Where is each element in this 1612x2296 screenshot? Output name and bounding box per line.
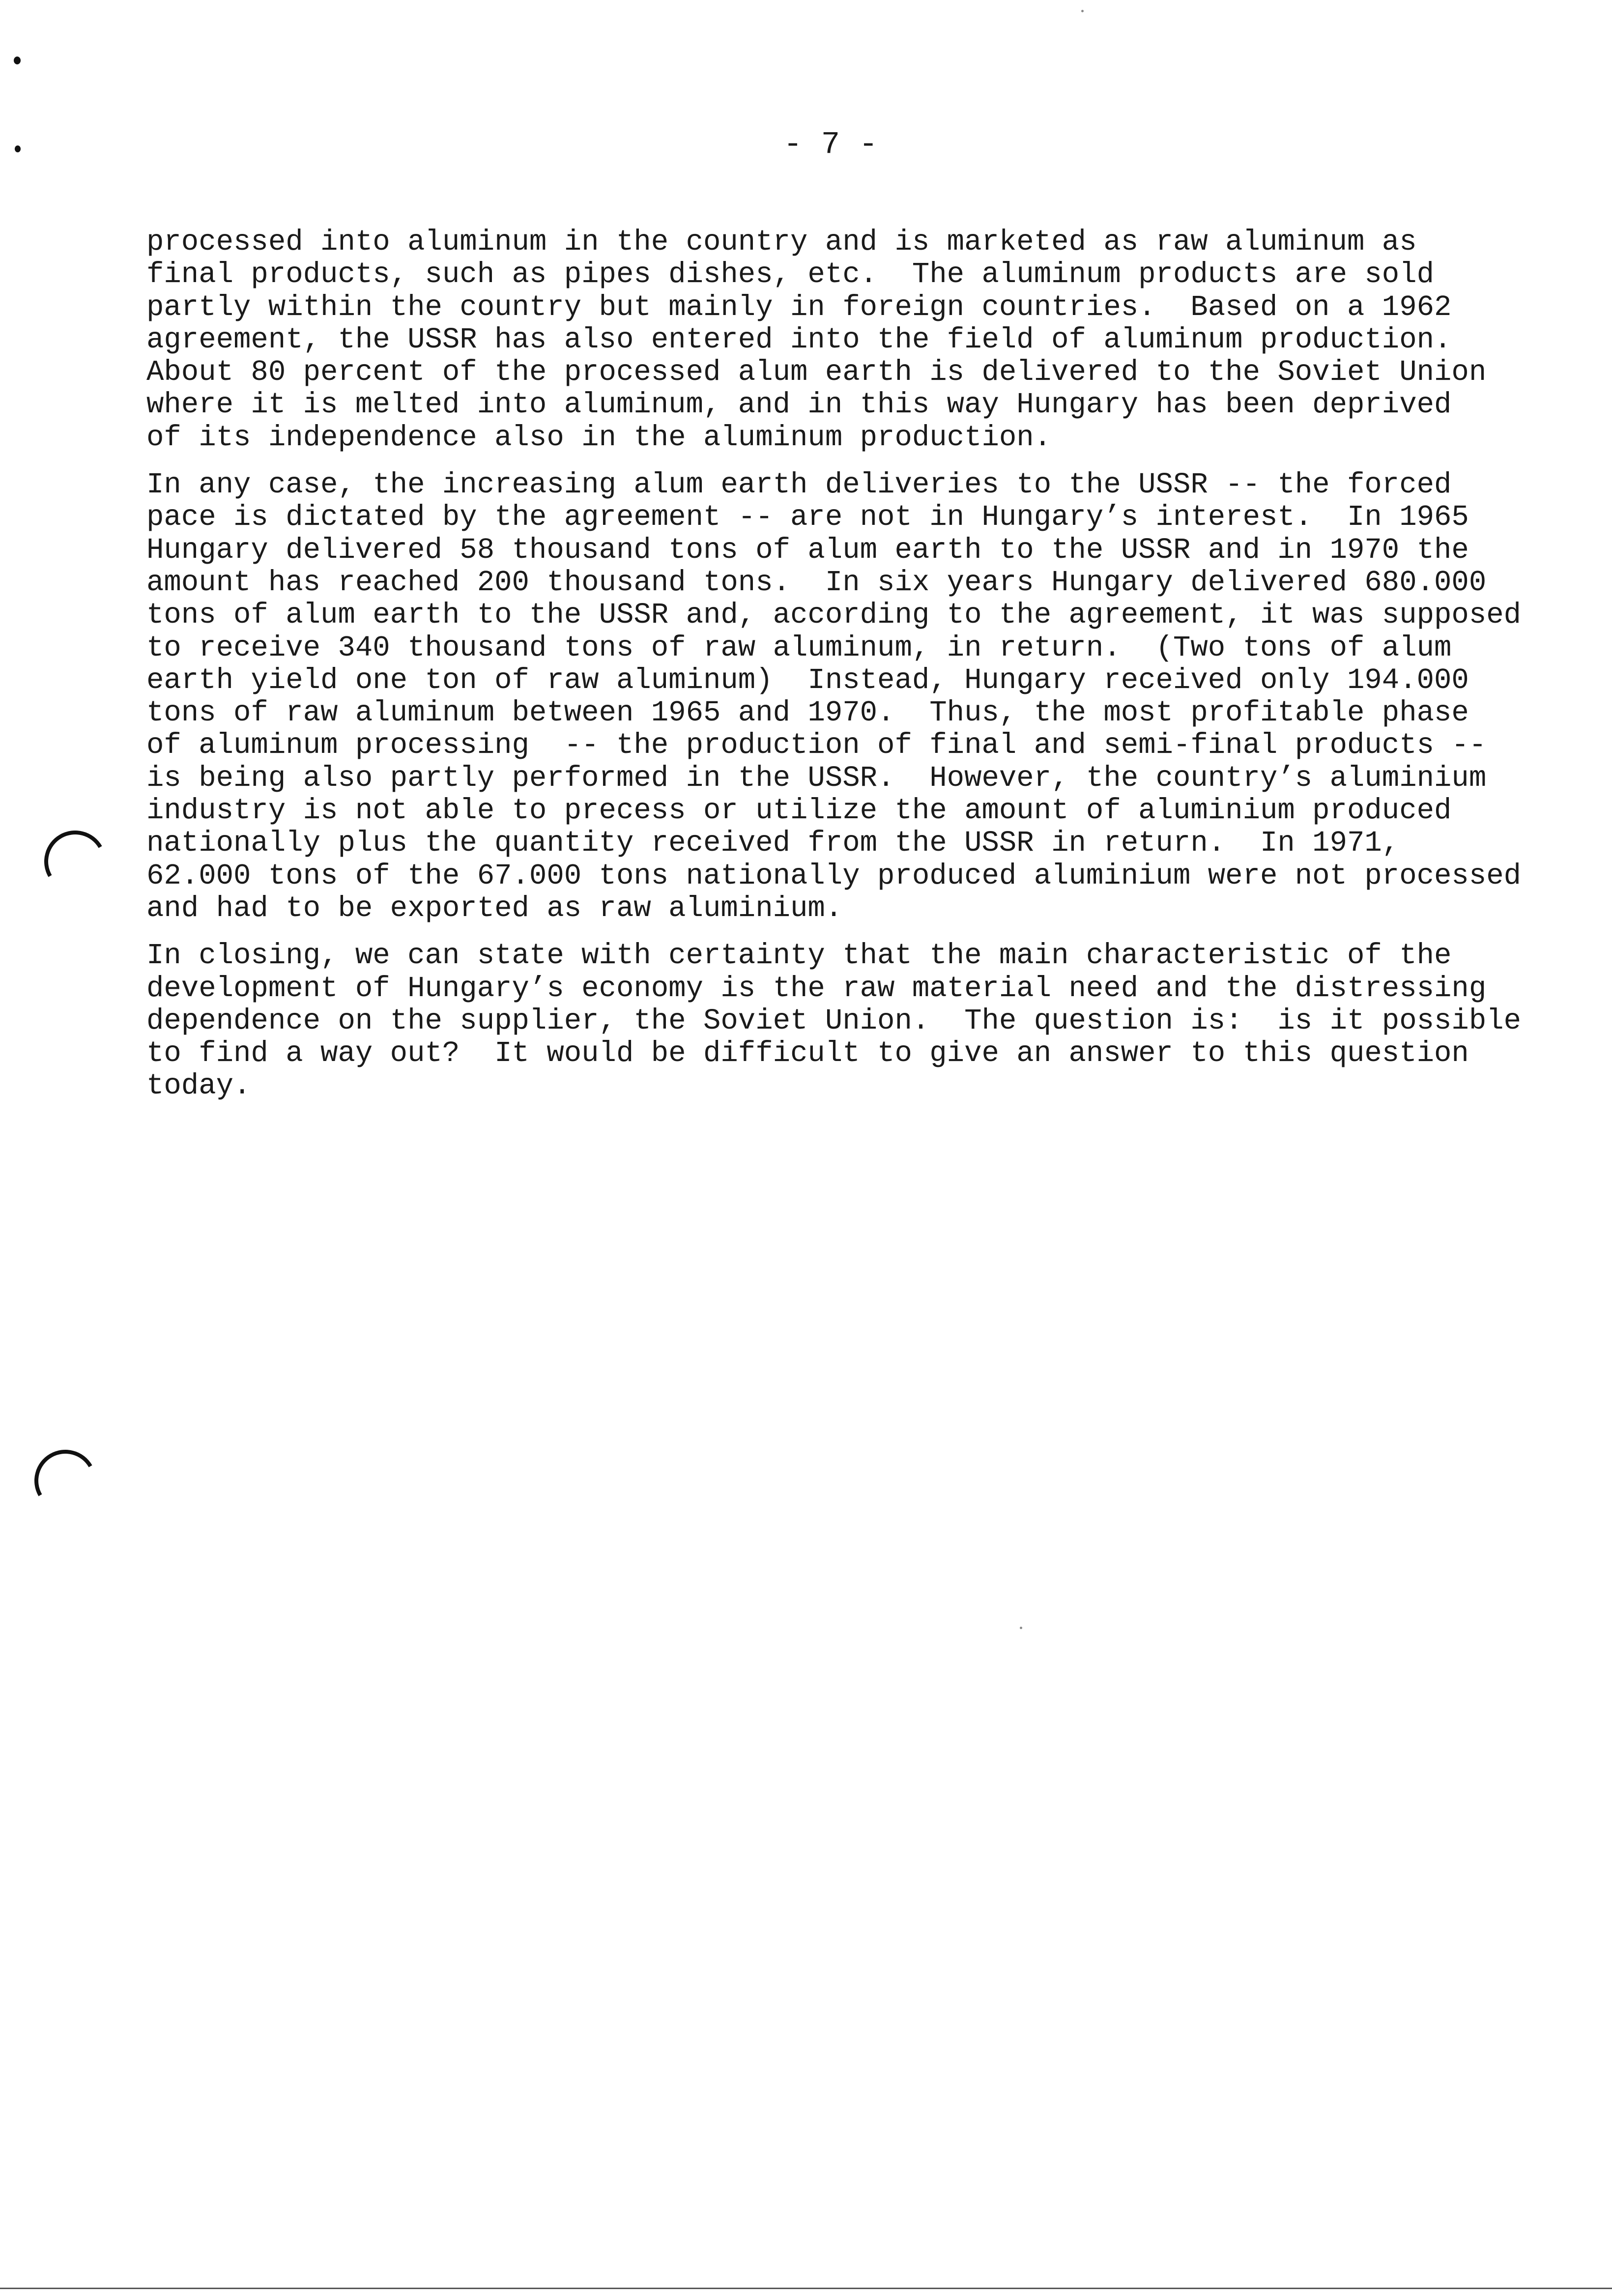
text-line: Hungary delivered 58 thousand tons of alum earth to the USSR and in 1970 the bbox=[146, 533, 1469, 567]
text-line: processed into aluminum in the country and is marketed as raw aluminum as bbox=[146, 226, 1417, 258]
text-line: About 80 percent of the processed alum earth is delivered to the Soviet Union bbox=[146, 356, 1487, 389]
text-line: to find a way out? It would be difficult to give an answer to this question bbox=[146, 1037, 1469, 1070]
text-line: of aluminum processing -- the production of final and semi-final products -- bbox=[146, 729, 1487, 762]
text-line: dependence on the supplier, the Soviet Union. The question is: is it possible bbox=[146, 1004, 1522, 1037]
text-line: today. bbox=[146, 1069, 251, 1103]
scan-speck bbox=[1020, 1627, 1022, 1629]
text-line: amount has reached 200 thousand tons. In six years Hungary delivered 680.000 bbox=[146, 566, 1487, 599]
text-line: partly within the country but mainly in foreign countries. Based on a 1962 bbox=[146, 290, 1452, 324]
page-bottom-edge bbox=[0, 2288, 1612, 2289]
text-line: tons of alum earth to the USSR and, according to the agreement, it was supposed bbox=[146, 599, 1522, 632]
page-number: - 7 - bbox=[783, 127, 878, 163]
body-text bbox=[146, 226, 1572, 1118]
text-line: 62.000 tons of the 67.000 tons nationally produced aluminium were not processed bbox=[146, 859, 1522, 892]
text-line: and had to be exported as raw aluminium. bbox=[146, 891, 843, 925]
scan-speck bbox=[1081, 10, 1084, 12]
text-line: of its independence also in the aluminum production. bbox=[146, 421, 1052, 454]
text-line: development of Hungary’s economy is the raw material need and the distressing bbox=[146, 972, 1487, 1005]
punch-hole-mark bbox=[37, 824, 113, 899]
text-line: agreement, the USSR has also entered into the field of aluminum production. bbox=[146, 323, 1452, 356]
text-line: is being also partly performed in the USSR. However, the country’s aluminium bbox=[146, 761, 1487, 795]
scan-dot-mark bbox=[15, 145, 21, 152]
paragraph bbox=[146, 940, 1572, 1102]
text-line: pace is dictated by the agreement -- are not in Hungary’s interest. In 1965 bbox=[146, 501, 1469, 534]
scan-dot-mark bbox=[14, 57, 21, 64]
text-line: final products, such as pipes dishes, etc. The aluminum products are sold bbox=[146, 258, 1435, 291]
text-line: to receive 340 thousand tons of raw aluminum, in return. (Two tons of alum bbox=[146, 631, 1452, 664]
text-line: nationally plus the quantity received from the USSR in return. In 1971, bbox=[146, 827, 1400, 860]
text-line: In any case, the increasing alum earth deliveries to the USSR -- the forced bbox=[146, 468, 1452, 502]
text-line: tons of raw aluminum between 1965 and 1970. Thus, the most profitable phase bbox=[146, 696, 1469, 730]
text-line: where it is melted into aluminum, and in this way Hungary has been deprived bbox=[146, 388, 1452, 422]
text-line: earth yield one ton of raw aluminum) Instead, Hungary received only 194.000 bbox=[146, 663, 1469, 697]
paragraph bbox=[146, 469, 1572, 925]
paragraph bbox=[146, 226, 1572, 454]
text-line: In closing, we can state with certainty that the main characteristic of the bbox=[146, 939, 1452, 973]
punch-hole-mark bbox=[28, 1443, 103, 1519]
text-line: industry is not able to precess or utilize the amount of aluminium produced bbox=[146, 794, 1452, 828]
